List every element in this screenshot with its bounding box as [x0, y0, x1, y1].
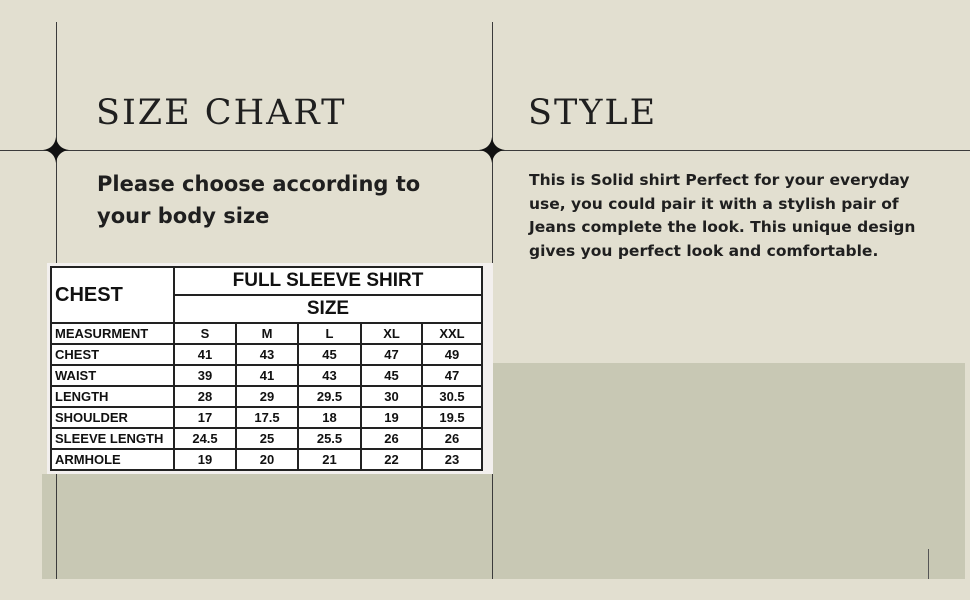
table-row — [51, 386, 482, 407]
size-table — [50, 266, 483, 471]
column-header: S — [174, 323, 236, 344]
table-cell: 45 — [361, 365, 422, 386]
table-cell: 22 — [361, 449, 422, 470]
table-cell: 41 — [174, 344, 236, 365]
corner-tick-divider — [928, 549, 929, 579]
column-header: XL — [361, 323, 422, 344]
table-cell: 49 — [422, 344, 482, 365]
table-row — [51, 449, 482, 470]
table-cell: SLEEVE LENGTH — [51, 428, 174, 449]
table-subheader: SIZE — [174, 295, 482, 323]
table-title: FULL SLEEVE SHIRT — [174, 267, 482, 295]
table-cell: 29.5 — [298, 386, 361, 407]
table-cell: 30.5 — [422, 386, 482, 407]
table-cell: 43 — [298, 365, 361, 386]
table-row — [51, 407, 482, 428]
table-row — [51, 365, 482, 386]
sparkle-star-icon-center — [479, 137, 505, 163]
table-header-row — [51, 323, 482, 344]
table-row — [51, 428, 482, 449]
table-cell: 25 — [236, 428, 298, 449]
table-cell: 43 — [236, 344, 298, 365]
size-chart-subtitle: Please choose according to your body size — [97, 172, 421, 228]
table-cell: 26 — [422, 428, 482, 449]
table-cell: 39 — [174, 365, 236, 386]
table-cell: 41 — [236, 365, 298, 386]
style-description: This is Solid shirt Perfect for your everyday use, you could pair it with a stylish pair of Jeans complete the look. This unique design gives you perfect look and comfortable. — [529, 171, 916, 260]
table-cell: 17 — [174, 407, 236, 428]
table-cell: 23 — [422, 449, 482, 470]
table-cell: WAIST — [51, 365, 174, 386]
table-cell: 25.5 — [298, 428, 361, 449]
table-cell: 18 — [298, 407, 361, 428]
column-header: M — [236, 323, 298, 344]
table-cell: 17.5 — [236, 407, 298, 428]
style-heading: STYLE — [528, 93, 658, 133]
table-cell: 26 — [361, 428, 422, 449]
column-header: XXL — [422, 323, 482, 344]
lower-right-panel — [493, 363, 965, 579]
table-cell: 24.5 — [174, 428, 236, 449]
table-cell: 20 — [236, 449, 298, 470]
table-cell: 19.5 — [422, 407, 482, 428]
table-cell: CHEST — [51, 344, 174, 365]
size-chart-image — [47, 263, 493, 474]
column-header: L — [298, 323, 361, 344]
table-cell: ARMHOLE — [51, 449, 174, 470]
column-header: MEASURMENT — [51, 323, 174, 344]
table-cell: SHOULDER — [51, 407, 174, 428]
table-cell: 29 — [236, 386, 298, 407]
table-cell: 45 — [298, 344, 361, 365]
table-corner-label: CHEST — [51, 267, 174, 323]
table-cell: LENGTH — [51, 386, 174, 407]
table-cell: 47 — [361, 344, 422, 365]
table-cell: 47 — [422, 365, 482, 386]
table-cell: 19 — [361, 407, 422, 428]
size-chart-heading: SIZE CHART — [96, 93, 347, 133]
table-cell: 28 — [174, 386, 236, 407]
table-row — [51, 344, 482, 365]
sparkle-star-icon-left — [43, 137, 69, 163]
table-cell: 30 — [361, 386, 422, 407]
table-cell: 21 — [298, 449, 361, 470]
lower-left-panel — [42, 474, 493, 579]
table-cell: 19 — [174, 449, 236, 470]
